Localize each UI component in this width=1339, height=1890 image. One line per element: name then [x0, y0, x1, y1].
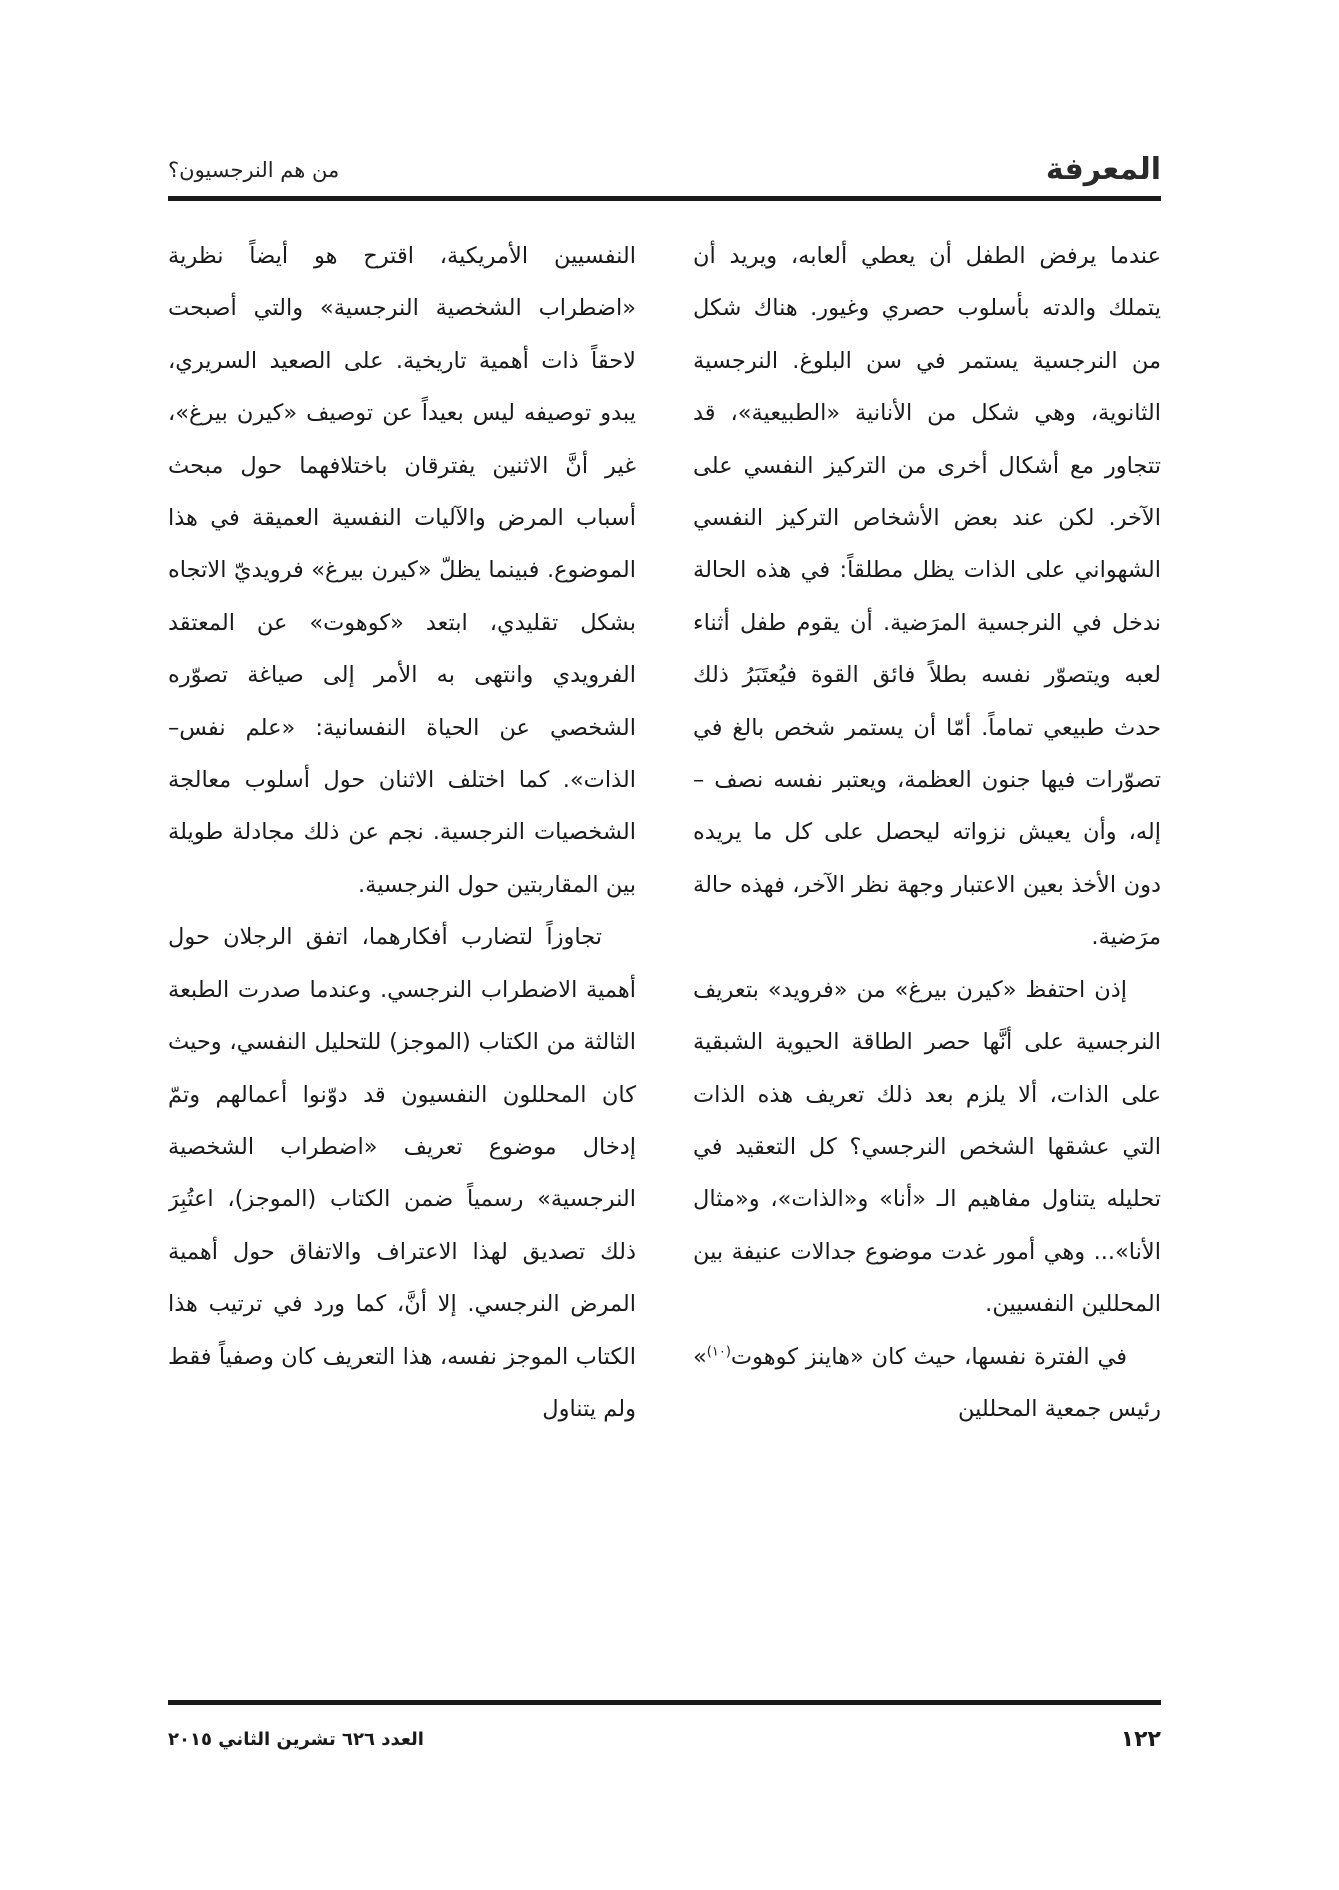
footnote-ref: (١٠): [706, 1344, 731, 1360]
paragraph: إذن احتفظ «كيرن بيرغ» من «فرويد» بتعريف النرجسية على أنَّها حصر الطاقة الحيوية الشبقية على الذات، ألا يلزم بعد ذلك تعريف هذه الذات التي عشقها الشخص النرجسي؟ كل التعقيد في تحليله يتناول مفاهيم الـ «أنا» و«الذات»، و«مثال الأنا»... وهي أمور غدت موضوع جدالات عنيفة بين المحللين النفسيين.: [693, 976, 1161, 1318]
page-number: ١٢٢: [1120, 1727, 1161, 1752]
paragraph: [693, 1331, 1161, 1436]
header-rule: [168, 196, 1161, 201]
magazine-logo: المعرفة: [1045, 152, 1161, 187]
issue-info: العدد ٦٢٦ تشرين الثاني ٢٠١٥: [168, 1729, 424, 1750]
left-column: [168, 230, 636, 1690]
paragraph-text: » رئيس جمعية المحللين: [693, 1343, 1161, 1422]
right-column: [693, 230, 1161, 1690]
footer-rule: [168, 1700, 1161, 1705]
paragraph-text: في الفترة نفسها، حيث كان «هاينز كوهوت: [730, 1343, 1127, 1370]
article-title: من هم النرجسيون؟: [168, 158, 340, 182]
paragraph: النفسيين الأمريكية، اقترح هو أيضاً نظرية «اضطراب الشخصية النرجسية» والتي أصبحت لاحقاً ذات أهمية تاريخية. على الصعيد السريري، يبدو توصيفه ليس بعيداً عن توصيف «كيرن بيرغ»، غير أنَّ الاثنين يفترقان باختلافهما حول مبحث أسباب المرض والآليات النفسية العميقة في هذا الموضوع. فبينما يظلّ «كيرن بيرغ» فرويديّ الاتجاه بشكل تقليدي، ابتعد «كوهوت» عن المعتقد الفرويدي وانتهى به الأمر إلى صياغة تصوّره الشخصي عن الحياة النفسانية: «علم نفس–الذات». كما اختلف الاثنان حول أسلوب معالجة الشخصيات النرجسية. نجم عن ذلك مجادلة طويلة بين المقاربتين حول النرجسية.: [168, 243, 636, 898]
paragraph: عندما يرفض الطفل أن يعطي ألعابه، ويريد أن يتملك والدته بأسلوب حصري وغيور. هناك شكل من النرجسية يستمر في سن البلوغ. النرجسية الثانوية، وهي شكل من الأنانية «الطبيعية»، قد تتجاور مع أشكال أخرى من التركيز النفسي على الآخر. لكن عند بعض الأشخاص التركيز النفسي الشهواني على الذات يظل مطلقاً: في هذه الحالة ندخل في النرجسية المرَضية. أن يقوم طفل أثناء لعبه ويتصوّر نفسه بطلاً فائق القوة فيُعتَبَرُ ذلك حدث طبيعي تماماً. أمّا أن يستمر شخص بالغ في تصوّرات فيها جنون العظمة، ويعتبر نفسه نصف – إله، وأن يعيش نزواته ليحصل على كل ما يريده دون الأخذ بعين الاعتبار وجهة نظر الآخر، فهذه حالة مرَضية.: [693, 243, 1161, 951]
paragraph: تجاوزاً لتضارب أفكارهما، اتفق الرجلان حول أهمية الاضطراب النرجسي. وعندما صدرت الطبعة الثالثة من الكتاب (الموجز) للتحليل النفسي، وحيث كان المحللون النفسيون قد دوّنوا أعمالهم وتمّ إدخال موضوع تعريف «اضطراب الشخصية النرجسية» رسمياً ضمن الكتاب (الموجز)، اعتُبِرَ ذلك تصديق لهذا الاعتراف والاتفاق حول أهمية المرض النرجسي. إلا أنَّ، كما ورد في ترتيب هذا الكتاب الموجز نفسه، هذا التعريف كان وصفياً فقط ولم يتناول: [168, 924, 636, 1422]
running-head: [168, 152, 1161, 192]
